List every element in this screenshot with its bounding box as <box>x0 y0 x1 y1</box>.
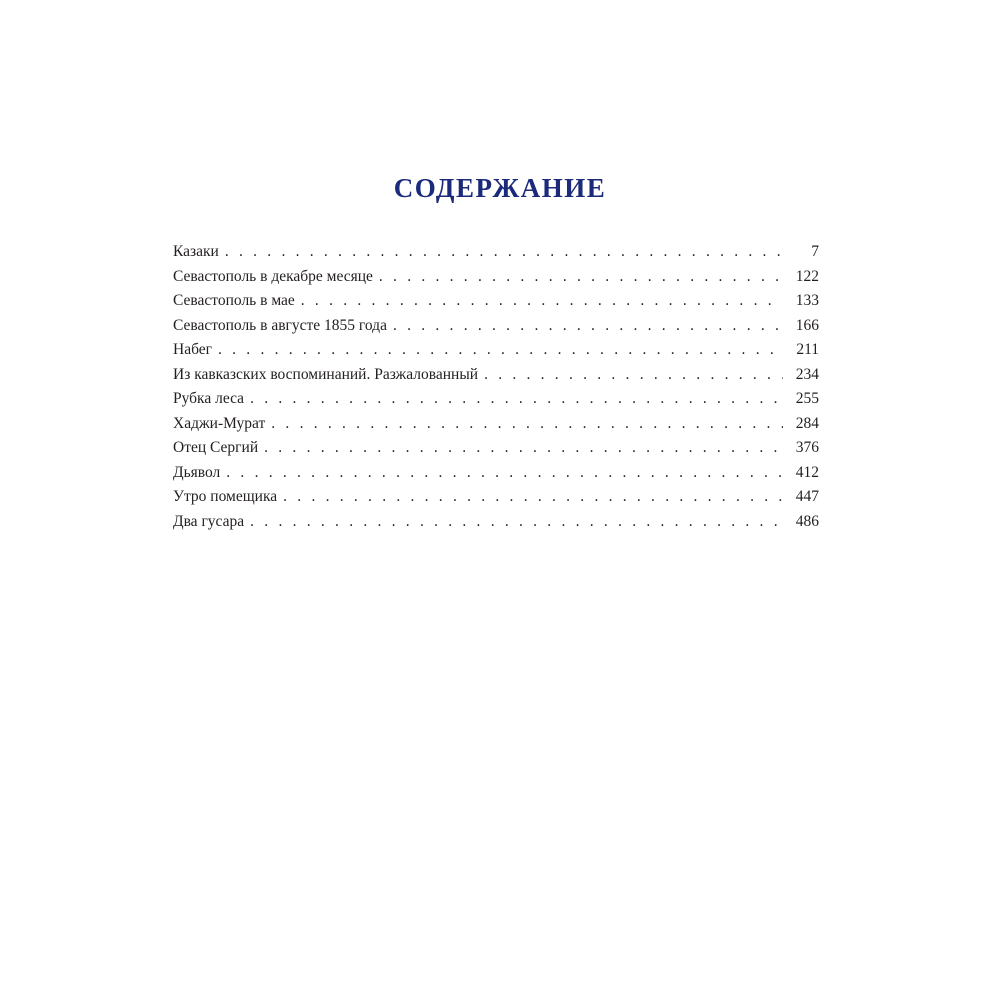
dot-leader <box>225 240 783 265</box>
page-title: СОДЕРЖАНИЕ <box>393 173 607 204</box>
toc-page-number: 447 <box>795 488 819 505</box>
table-of-contents <box>173 240 819 534</box>
toc-page-number: 284 <box>795 414 819 432</box>
dot-leader <box>379 265 783 290</box>
toc-entry[interactable] <box>173 363 819 388</box>
toc-entry-title: Хаджи-Мурат <box>173 414 266 432</box>
dot-leader <box>484 363 783 388</box>
dot-leader <box>283 485 783 510</box>
dot-leader <box>250 510 783 535</box>
dot-leader <box>226 461 783 486</box>
dot-leader <box>393 314 783 339</box>
toc-entry-title: Дьявол <box>173 463 221 481</box>
toc-page-number: 255 <box>795 390 819 407</box>
toc-page-number: 234 <box>795 365 819 383</box>
dot-leader <box>218 338 783 363</box>
toc-entry-title: Севастополь в августе 1855 года <box>173 316 387 334</box>
toc-entry[interactable] <box>173 289 819 314</box>
toc-entry[interactable] <box>173 338 819 363</box>
toc-page-number: 122 <box>795 267 819 285</box>
toc-page-number: 7 <box>811 243 819 260</box>
toc-entry[interactable] <box>173 240 819 265</box>
toc-page-number: 211 <box>796 341 819 358</box>
toc-page-number: 166 <box>795 316 819 334</box>
dot-leader <box>264 436 783 461</box>
dot-leader <box>271 412 783 437</box>
toc-entry-title: Севастополь в декабре месяце <box>173 267 373 285</box>
toc-entry-title: Из кавказских воспоминаний. Разжалованный <box>173 365 479 383</box>
toc-page-number: 486 <box>795 512 819 530</box>
toc-entry-title: Рубка леса <box>173 390 245 407</box>
toc-entry[interactable] <box>173 436 819 461</box>
toc-entry-title: Севастополь в мае <box>173 292 295 309</box>
dot-leader <box>301 289 783 314</box>
toc-entry-title: Казаки <box>173 243 219 260</box>
toc-page-number: 412 <box>795 463 819 481</box>
toc-entry[interactable] <box>173 387 819 412</box>
toc-entry[interactable] <box>173 412 819 437</box>
toc-entry[interactable] <box>173 485 819 510</box>
toc-entry[interactable] <box>173 265 819 290</box>
toc-entry[interactable] <box>173 510 819 535</box>
toc-entry-title: Утро помещика <box>173 488 278 505</box>
toc-entry[interactable] <box>173 461 819 486</box>
toc-page-number: 133 <box>795 292 819 309</box>
toc-entry-title: Два гусара <box>173 512 245 530</box>
dot-leader <box>250 387 783 412</box>
toc-entry-title: Набег <box>173 341 212 358</box>
toc-page-number: 376 <box>795 439 819 456</box>
toc-entry-title: Отец Сергий <box>173 439 259 456</box>
toc-entry[interactable] <box>173 314 819 339</box>
